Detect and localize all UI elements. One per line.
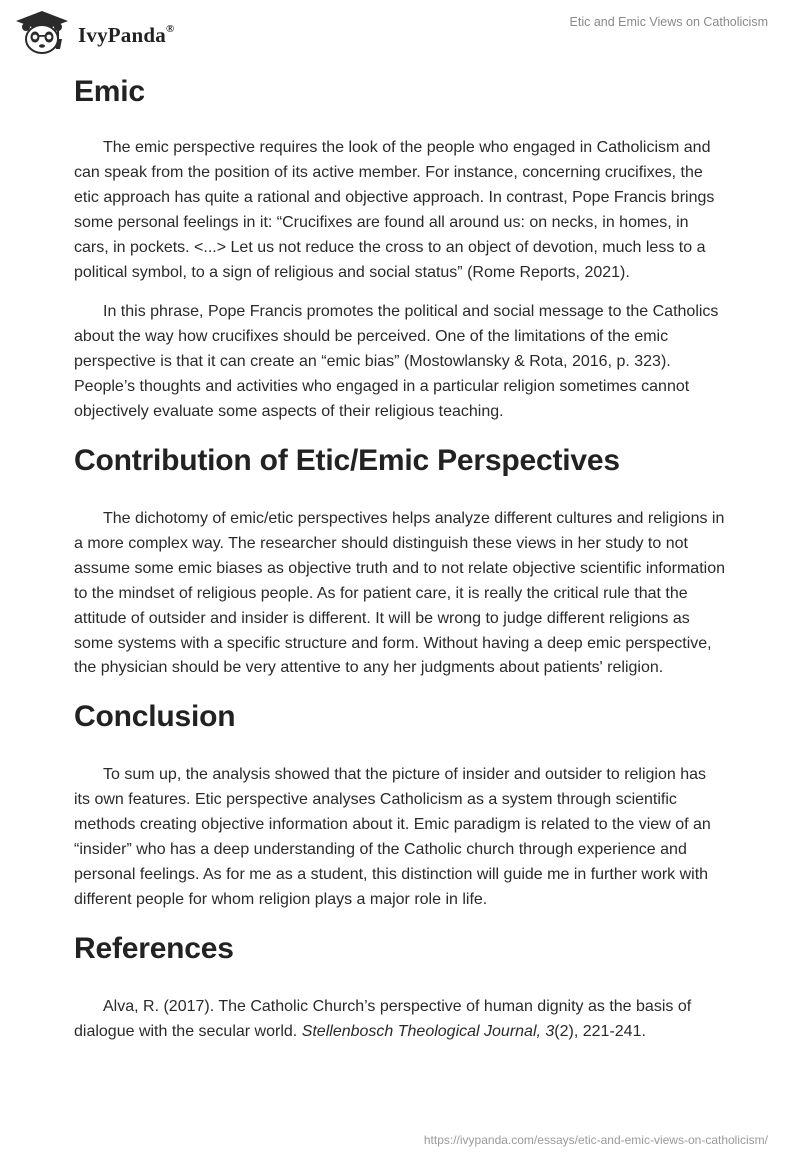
source-url[interactable]: https://ivypanda.com/essays/etic-and-emic-views-on-catholicism/ — [423, 1133, 768, 1147]
essay-content — [74, 70, 726, 1045]
reference-text: Alva, R. (2017). The Catholic Church’s perspective of human dignity as the basis of dialogue with the secular world. — [74, 997, 692, 1040]
heading-conclusion: Conclusion — [74, 700, 236, 734]
heading-contribution: Contribution of Etic/Emic Perspectives — [74, 443, 620, 477]
heading-emic: Emic — [74, 75, 145, 108]
page-header — [0, 0, 800, 70]
emic-paragraph-1: The emic perspective requires the look of the people who engaged in Catholicism and can speak from the position of its active member. For instance, concerning crucifixes, the etic approach has quite a rational and objective approach. In contrast, Pope Francis brings some personal feelings in it: “Crucifixes are found all around us: on necks, in homes, in cars, in pockets. <...> Let us not reduce the cross to an object of devotion, much less to a political symbol, to a sign of religious and social status” (Rome Reports, 2021). — [74, 139, 715, 281]
reference-issue: (2), 221-241. — [554, 1022, 646, 1040]
contribution-paragraph: The dichotomy of emic/etic perspectives helps analyze different cultures and religions in a more complex way. The researcher should distinguish these views in her study to not assume some emic biases as objective truth and to not relate objective scientific information to the mindset of religious people. As for patient care, it is really the critical rule that the attitude of outsider and insider is different. It will be wrong to judge different religions as some systems with a specific structure and form. Without having a deep emic perspective, the physician should be very attentive to any her judgments about patients' religion. — [74, 509, 725, 677]
conclusion-paragraph: To sum up, the analysis showed that the picture of insider and outsider to religion has its own features. Etic perspective analyses Catholicism as a system through scientific methods creating objective information about it. Emic paradigm is related to the view of an “insider” who has a deep understanding of the Catholic church through experience and personal feelings. As for me as a student, this distinction will guide me in further work with different people for whom religion plays a major role in life. — [74, 766, 711, 908]
emic-paragraph-2: In this phrase, Pope Francis promotes the political and social message to the Catholics about the way how crucifixes should be perceived. One of the limitations of the emic perspective is that it can create an “emic bias” (Mostowlansky & Rota, 2016, p. 323). People’s thoughts and activities who engaged in a particular religion sometimes cannot objectively evaluate some aspects of their religious teaching. — [74, 303, 719, 421]
reference-entry — [74, 995, 726, 1045]
brand-logo[interactable] — [14, 9, 174, 57]
reference-journal: Stellenbosch Theological Journal, 3 — [301, 1022, 555, 1040]
panda-logo-icon — [14, 9, 70, 57]
brand-name: IvyPanda® — [78, 22, 175, 47]
document-title: Etic and Emic Views on Catholicism — [569, 15, 768, 29]
heading-references: References — [74, 931, 234, 965]
